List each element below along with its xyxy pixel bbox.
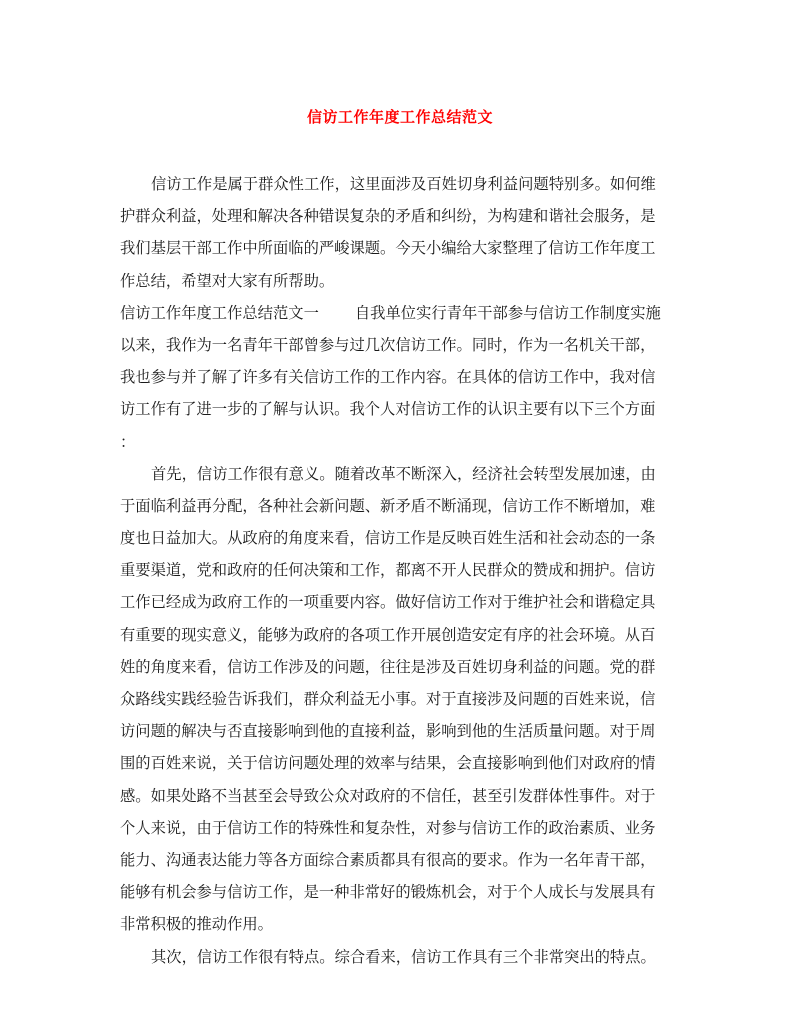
paragraph-text: 自我单位实行青年干部参与信访工作制度实施	[354, 303, 661, 322]
document-body	[120, 168, 682, 973]
paragraph-line: 非常积极的推动作用。	[120, 915, 273, 934]
paragraph-line: 工作已经成为政府工作的一项重要内容。做好信访工作对于维护社会和谐稳定具	[120, 593, 656, 612]
paragraph-line: 感。如果处路不当甚至会导致公众对政府的不信任，甚至引发群体性事件。对于	[120, 786, 656, 805]
paragraph-line: 能力、沟通表达能力等各方面综合素质都具有很高的要求。作为一名年青干部，	[120, 850, 656, 869]
paragraph-line: 有重要的现实意义，能够为政府的各项工作开展创造安定有序的社会环境。从百	[120, 625, 656, 644]
paragraph-line: 我也参与并了解了许多有关信访工作的工作内容。在具体的信访工作中，我对信	[120, 368, 656, 387]
section-heading-line	[120, 297, 682, 329]
paragraph-line: 众路线实践经验告诉我们，群众利益无小事。对于直接涉及问题的百姓来说，信	[120, 690, 656, 708]
paragraph-line: 作总结，希望对大家有所帮助。	[120, 271, 335, 290]
paragraph-line: ：	[120, 432, 136, 451]
paragraph-line: 于面临利益再分配，各种社会新问题、新矛盾不断涌现，信访工作不断增加，难	[120, 496, 656, 515]
paragraph-line: 度也日益加大。从政府的角度来看，信访工作是反映百姓生活和社会动态的一条	[120, 529, 656, 548]
paragraph-line: 访工作有了进一步的了解与认识。我个人对信访工作的认识主要有以下三个方面	[120, 400, 656, 419]
paragraph-line: 个人来说，由于信访工作的特殊性和复杂性，对参与信访工作的政治素质、业务	[120, 818, 656, 837]
paragraph-line: 其次，信访工作很有特点。综合看来，信访工作具有三个非常突出的特点。	[151, 947, 656, 966]
paragraph-line: 访问题的解决与否直接影响到他的直接利益，影响到他的生活质量问题。对于周	[120, 722, 656, 741]
document-title: 信访工作年度工作总结范文	[306, 108, 493, 126]
paragraph-line: 能够有机会参与信访工作，是一种非常好的锻炼机会，对于个人成长与发展具有	[120, 883, 656, 902]
paragraph-line: 重要渠道，党和政府的任何决策和工作，都离不开人民群众的赞成和拥护。信访	[120, 561, 656, 580]
section-heading: 信访工作年度工作总结范文一	[120, 303, 319, 322]
paragraph-line: 护群众利益，处理和解决各种错误复杂的矛盾和纠纷，为构建和谐社会服务，是	[120, 207, 656, 226]
paragraph-line: 围的百姓来说，关于信访问题处理的效率与结果，会直接影响到他们对政府的情	[120, 754, 656, 773]
paragraph-line: 我们基层干部工作中所面临的严峻课题。今天小编给大家整理了信访工作年度工	[120, 239, 656, 258]
paragraph-line: 姓的角度来看，信访工作涉及的问题，往往是涉及百姓切身利益的问题。党的群	[120, 657, 656, 676]
paragraph-line: 首先，信访工作很有意义。随着改革不断深入，经济社会转型发展加速，由	[151, 464, 656, 483]
paragraph-line: 信访工作是属于群众性工作，这里面涉及百姓切身利益问题特别多。如何维	[151, 175, 656, 193]
paragraph-line: 以来，我作为一名青年干部曾参与过几次信访工作。同时，作为一名机关干部，	[120, 335, 656, 354]
